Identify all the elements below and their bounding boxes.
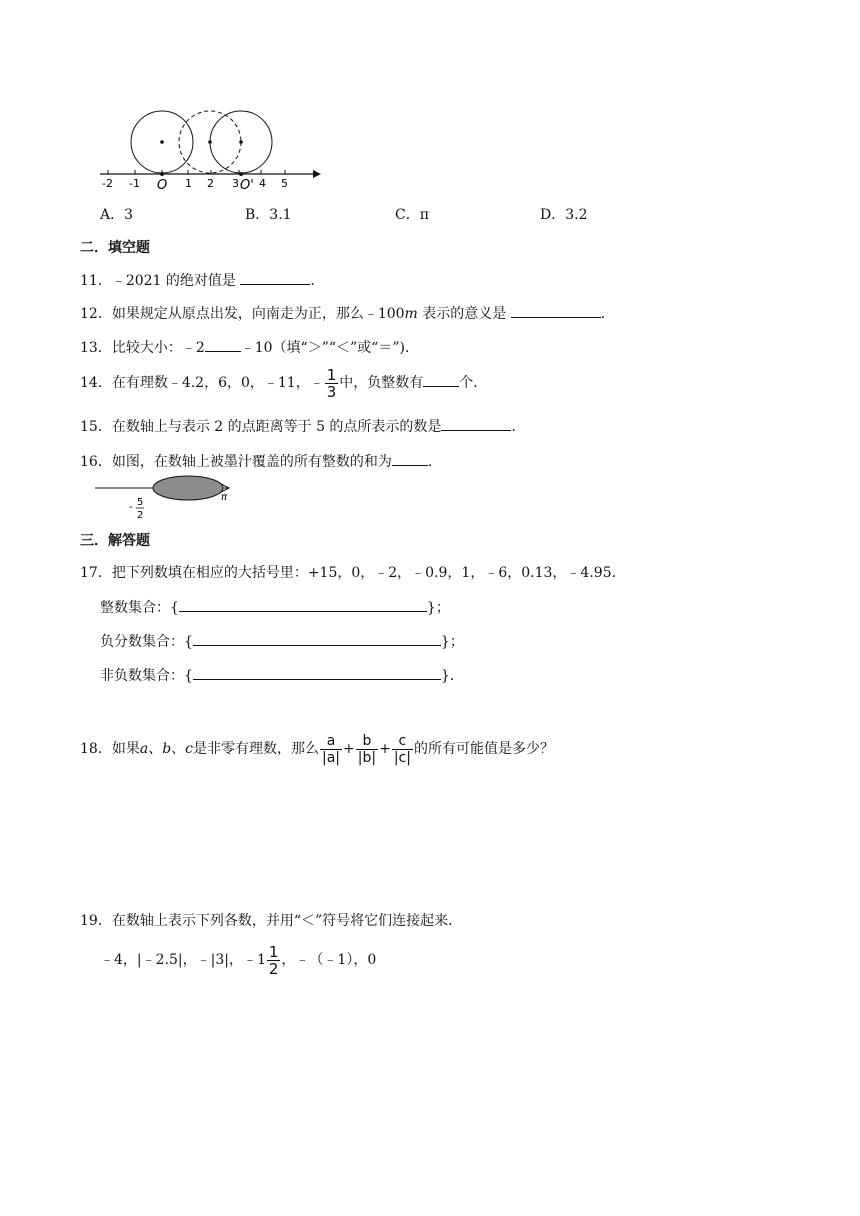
question-17: 17．把下列数填在相应的大括号里：+15，0，﹣2，﹣0.9，1，﹣6，0.13，﹣4.95．: [80, 565, 626, 581]
tick-label: 3: [232, 177, 239, 190]
tick-label: -2: [102, 177, 113, 190]
question-14: 14．在有理数﹣4.2，6，0，﹣11，﹣ $\frac{1}{3}$ 中，负整数有 个．: [80, 365, 488, 401]
set-non-negative: 非负数集合：{ }．: [100, 665, 464, 686]
set-negative-fractions: 负分数集合：{ }；: [100, 631, 464, 652]
answer-blank[interactable]: [392, 451, 428, 466]
tick-label: 5: [281, 177, 288, 190]
answer-blank[interactable]: [193, 631, 441, 646]
section-fill-in-title: 二．填空题: [80, 240, 150, 256]
ink-blot-number-line-figure: [95, 473, 240, 523]
question-18: 18．如果a、b、c是非零有理数，那么 $\frac{a}{|a|}$ + $\frac{b}{|b|}$ + $\frac{c}{|c|}$ 的所有可能值是多少？: [80, 732, 554, 766]
fraction-sign: -: [129, 502, 133, 513]
answer-blank[interactable]: [179, 597, 427, 612]
fraction-numerator: 5: [137, 497, 144, 508]
fraction-a-over-abs-a: $\frac{a}{|a|}$: [322, 732, 341, 766]
circles-number-line-figure: [95, 105, 330, 197]
tick-label: -1: [129, 177, 140, 190]
answer-blank[interactable]: [441, 416, 511, 431]
answer-blank[interactable]: [511, 303, 601, 318]
question-13: 13．比较大小：﹣2 ﹣10（填“＞”“＜”或“＝”)．: [80, 337, 419, 358]
section-solve-title: 三．解答题: [80, 533, 150, 549]
question-19: 19．在数轴上表示下列各数，并用“＜”符号将它们连接起来．: [80, 913, 463, 929]
fraction-one-third: $\frac{1}{3}$: [326, 365, 337, 401]
question-19-numbers: ﹣4，|﹣2.5|，﹣|3|，﹣1 $\frac{1}{2}$ ，﹣（﹣1），0: [100, 942, 377, 978]
ink-blot: [153, 476, 223, 500]
fraction-denominator: 2: [137, 510, 144, 521]
question-12: 12．如果规定从原点出发，向南走为正，那么﹣100m 表示的意义是 ．: [80, 303, 615, 324]
option-a: A．3: [100, 207, 134, 223]
question-11: 11．﹣2021 的绝对值是 ．: [80, 270, 324, 291]
set-integers: 整数集合：{ }；: [100, 597, 450, 618]
fraction-one-half: $\frac{1}{2}$: [268, 942, 279, 978]
tick-label: 2: [207, 177, 214, 190]
option-c: C．π: [395, 207, 429, 223]
option-d: D．3.2: [540, 207, 588, 223]
answer-blank[interactable]: [240, 270, 310, 285]
answer-blank[interactable]: [423, 372, 459, 387]
tick-label: 4: [259, 177, 266, 190]
answer-blank[interactable]: [205, 337, 241, 352]
fraction-c-over-abs-c: $\frac{c}{|c|}$: [393, 732, 411, 766]
tick-label: O: [157, 178, 168, 193]
question-15: 15．在数轴上与表示 2 的点距离等于 5 的点所表示的数是 ．: [80, 416, 525, 437]
option-b: B．3.1: [245, 207, 292, 223]
answer-blank[interactable]: [193, 665, 441, 680]
fraction-b-over-abs-b: $\frac{b}{|b|}$: [357, 732, 377, 766]
question-16: 16．如图，在数轴上被墨汁覆盖的所有整数的和为 ．: [80, 451, 442, 472]
tick-label: 1: [185, 177, 192, 190]
tick-label: O': [240, 178, 254, 193]
pi-label: π: [221, 492, 228, 503]
